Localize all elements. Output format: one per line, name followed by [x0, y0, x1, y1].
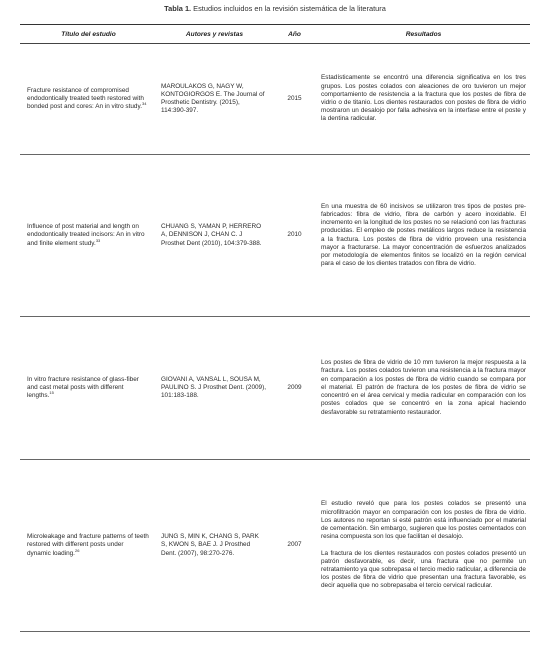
reference-number: 15: [49, 389, 54, 395]
header-row: [20, 25, 530, 44]
study-title-cell: [20, 460, 157, 632]
header-year: Año: [272, 25, 317, 44]
study-results: [317, 44, 530, 155]
study-authors: MAROULAKOS G, NAGY W, KONTOGIORGOS E. The Journal of Prosthetic Dentistry. (2015), 114:390-397.: [157, 44, 272, 155]
study-results: [317, 317, 530, 460]
result-paragraph: Estadísticamente se encontró una diferencia significativa en los tres grupos. Los postes colados con aleaciones de oro tuvieron un mejor comportamiento de resistencia a la fractura que los postes de fibra de vidrio o de titanio. Los dientes restaurados con postes de fibra de vidrio mostraron un desalojo por falla adhesiva en la interfase entre el poste y la dentina radicular.: [321, 74, 526, 123]
study-title: Fracture resistance of compromised endodontically treated teeth restored with bonded post and cores: An in vitro study.: [27, 86, 144, 111]
result-paragraph: La fractura de los dientes restaurados con postes colados presentó un patrón desfavorable, es decir, una fractura que no permite un retratamiento ya que sobrepasa el tercio medio radicular, a diferencia de los postes de fibra de vidrio que presentan una fractura favorable, es decir aquella que no sobrepasaba el tercio cervical radicular.: [321, 549, 526, 590]
reference-number: 34: [141, 100, 147, 106]
result-paragraph: En una muestra de 60 incisivos se utilizaron tres tipos de postes pre-fabricados: fibra de vidrio, fibra de carbón y acero inoxidable. El incremento en la longitud de los postes no se relacionó con las fracturas producidas. El empleo de postes metálicos largos reduce la resistencia a la fractura. Los postes de fibra de vidrio proveen una resistencia mayor a fracturarse. La mayor concentración de esfuerzos analizados por metodología de elementos finitos se localizó en la región cervical para el caso de los dientes tratados con fibra de vidrio.: [321, 202, 526, 268]
studies-table: [20, 24, 530, 632]
study-authors: GIOVANI A, VANSAL L, SOUSA M, PAULINO S. J Prosthet Dent. (2009), 101:183-188.: [157, 317, 272, 460]
study-results: [317, 460, 530, 632]
header-results: Resultados: [317, 25, 530, 44]
study-title: In vitro fracture resistance of glass-fiber and cast metal posts with different lengths.: [27, 375, 139, 400]
study-year: 2015: [272, 44, 317, 155]
study-title-cell: [20, 44, 157, 155]
study-title-cell: [20, 155, 157, 317]
table-row: [20, 317, 530, 460]
table-row: [20, 155, 530, 317]
study-year: 2007: [272, 460, 317, 632]
caption-label: Tabla 1.: [164, 4, 192, 13]
study-year: 2009: [272, 317, 317, 460]
reference-number: 33: [95, 237, 101, 243]
study-title: Microleakage and fracture patterns of teeth restored with different posts under dynamic loading.: [27, 533, 149, 557]
study-results: [317, 155, 530, 317]
header-title: Título del estudio: [20, 25, 157, 44]
result-paragraph: Los postes de fibra de vidrio de 10 mm tuvieron la mejor respuesta a la fractura. Los postes colados tuvieron una resistencia a la fractura mayor en comparación a los postes de fibra de vidrio cuando se compara por el material. El patrón de fractura de los postes de fibra de vidrio se concentró en el área cervical y media radicular en comparación con los postes colados que se concentró en la zona apical haciendo desfavorable su retratamiento restaurador.: [321, 359, 526, 416]
reference-number: 26: [74, 547, 80, 553]
study-authors: CHUANG S, YAMAN P, HERRERO A, DENNISON J, CHAN C. J Prosthet Dent (2010), 104:379-388.: [157, 155, 272, 317]
study-authors: JUNG S, MIN K, CHANG S, PARK S, KWON S, BAE J. J Prosthed Dent. (2007), 98:270-276.: [157, 460, 272, 632]
result-paragraph: El estudio reveló que para los postes colados se presentó una microfiltración mayor en comparación con los postes de fibra de vidrio. Los autores no reportan si esté patrón está influenciado por el material de cementación. Sin embargo, sugieren que los postes cementados con resina compuesta son los que facilitan el desalojo.: [321, 500, 526, 541]
study-year: 2010: [272, 155, 317, 317]
study-title-cell: [20, 317, 157, 460]
study-title: Influence of post material and length on endodontically treated incisors: An in vitro and finite element study.: [27, 223, 145, 247]
table-row: [20, 460, 530, 632]
table-row: [20, 44, 530, 155]
table-caption: [0, 4, 550, 13]
header-authors: Autores y revistas: [157, 25, 272, 44]
caption-text: Estudios incluidos en la revisión sistemática de la literatura: [191, 4, 386, 13]
